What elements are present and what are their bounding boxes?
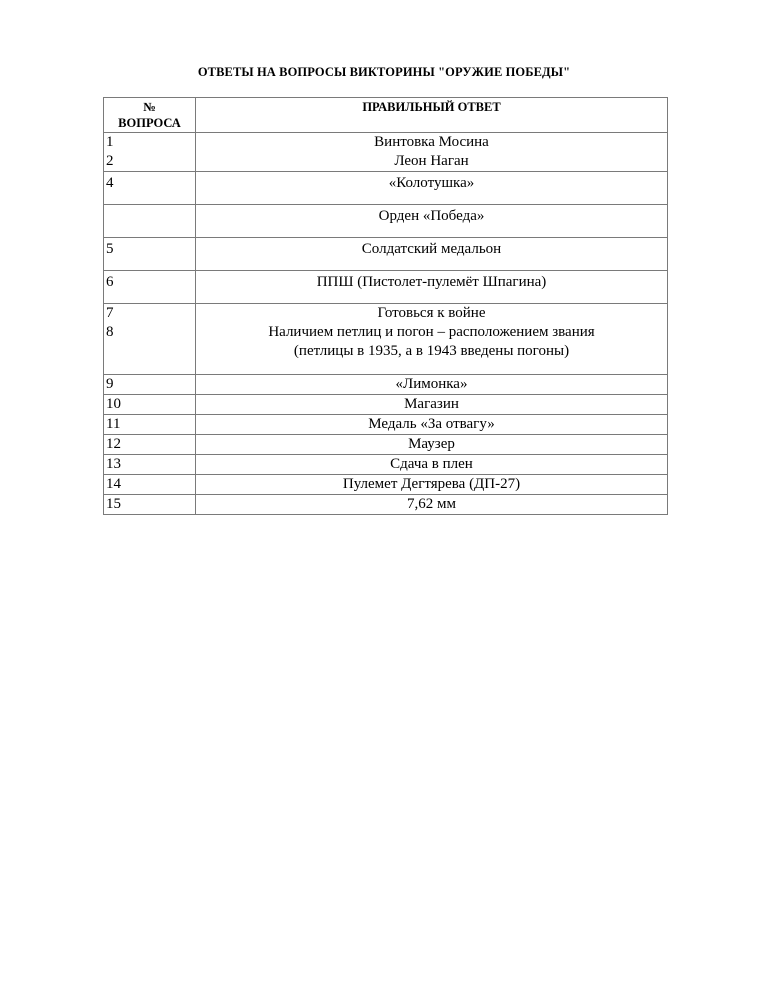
table-row [104, 435, 668, 455]
row-number: 13 [104, 455, 196, 475]
row-number: 9 [104, 375, 196, 395]
row-answer: Орден «Победа» [196, 205, 668, 238]
row-number: 7 8 [104, 304, 196, 375]
row-number: 12 [104, 435, 196, 455]
row-number: 1 2 [104, 133, 196, 172]
answers-table [103, 97, 668, 515]
page-title: ОТВЕТЫ НА ВОПРОСЫ ВИКТОРИНЫ "ОРУЖИЕ ПОБЕДЫ" [197, 65, 571, 79]
table-row [104, 133, 668, 172]
row-number [104, 205, 196, 238]
header-correct-answer: ПРАВИЛЬНЫЙ ОТВЕТ [196, 98, 668, 133]
row-answer: Готовься к войне Наличием петлиц и погон – расположением звания (петлицы в 1935, а в 1943 введены погоны) [196, 304, 668, 375]
row-answer: Магазин [196, 395, 668, 415]
row-answer: Пулемет Дегтярева (ДП-27) [196, 475, 668, 495]
row-answer: Маузер [196, 435, 668, 455]
table-row [104, 495, 668, 515]
table-row [104, 172, 668, 205]
row-answer: Винтовка Мосина Леон Наган [196, 133, 668, 172]
header-number-sign: № [143, 100, 156, 114]
row-number: 14 [104, 475, 196, 495]
row-answer: Сдача в плен [196, 455, 668, 475]
row-number: 5 [104, 238, 196, 271]
table-row [104, 205, 668, 238]
table-row [104, 455, 668, 475]
table-row [104, 271, 668, 304]
header-question-number [104, 98, 196, 133]
table-row [104, 415, 668, 435]
row-answer: ППШ (Пистолет-пулемёт Шпагина) [196, 271, 668, 304]
table-row [104, 475, 668, 495]
row-number: 11 [104, 415, 196, 435]
row-answer: Медаль «За отвагу» [196, 415, 668, 435]
row-answer: 7,62 мм [196, 495, 668, 515]
row-number: 4 [104, 172, 196, 205]
row-number: 10 [104, 395, 196, 415]
table-row [104, 238, 668, 271]
table-row [104, 304, 668, 375]
table-row [104, 375, 668, 395]
row-number: 15 [104, 495, 196, 515]
table-row [104, 395, 668, 415]
row-number: 6 [104, 271, 196, 304]
row-answer: «Колотушка» [196, 172, 668, 205]
row-answer: «Лимонка» [196, 375, 668, 395]
header-question-word: ВОПРОСА [118, 116, 181, 130]
table-header-row [104, 98, 668, 133]
row-answer: Солдатский медальон [196, 238, 668, 271]
